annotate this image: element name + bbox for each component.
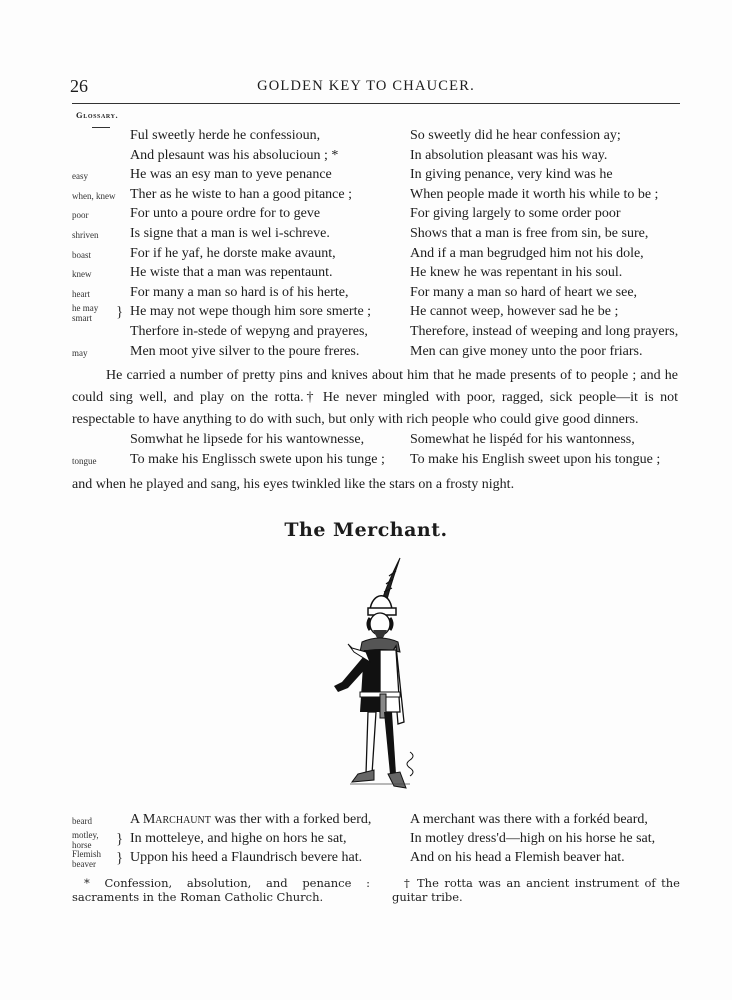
- glossary-note: easy: [72, 171, 88, 182]
- legs-and-shoes: [350, 712, 413, 788]
- glossary-note: heart: [72, 288, 90, 299]
- modern-translation: For many a man so hard of heart we see,: [410, 284, 638, 300]
- verse-line: [0, 146, 732, 166]
- brace-mark: }: [116, 304, 124, 321]
- original-verse: For unto a poure ordre for to geve: [130, 206, 321, 222]
- verse-line: [0, 263, 732, 283]
- glossary-note: knew: [72, 269, 92, 280]
- original-verse: Therfore in-stede of wepyng and prayeres,: [130, 324, 368, 339]
- modern-translation: Somewhat he lispéd for his wantonness,: [410, 432, 635, 447]
- verse-line: [0, 224, 732, 244]
- original-verse: He may not wepe though him sore smerte ;: [130, 304, 372, 320]
- original-verse: For if he yaf, he dorste make avaunt,: [130, 245, 336, 261]
- verse-line: [0, 342, 732, 362]
- glossary-note: may: [72, 347, 88, 358]
- footnote-left: * Confession, absolution, and penance : sacraments in the Roman Catholic Church.: [72, 876, 370, 904]
- original-verse: Men moot yive silver to the poure freres.: [130, 343, 360, 359]
- hat: [368, 596, 396, 615]
- header-rule: [72, 103, 680, 104]
- glossary-note: Flemish beaver: [72, 849, 102, 869]
- modern-translation: A merchant was there with a forkéd beard,: [410, 812, 648, 827]
- glossary-note: beard: [72, 816, 92, 826]
- original-verse: He wiste that a man was repentaunt.: [130, 265, 333, 281]
- original-verse: And plesaunt was his absolucioun ; *: [130, 147, 339, 163]
- verse-line: [0, 204, 732, 224]
- original-verse: In motteleye, and highe on hors he sat,: [130, 831, 347, 846]
- merchant-illustration: [300, 552, 430, 797]
- modern-translation: When people made it worth his while to be ;: [410, 186, 659, 202]
- modern-translation: In motley dress'd—high on his horse he sat,: [410, 831, 656, 846]
- brace-mark: }: [116, 831, 124, 847]
- verse-line: [0, 126, 732, 146]
- glossary-note: shriven: [72, 230, 99, 240]
- glossary-note: he may smart: [72, 303, 99, 324]
- glossary-note: poor: [72, 210, 89, 221]
- modern-translation: Shows that a man is free from sin, be sure,: [410, 226, 649, 241]
- verse-line: [0, 283, 732, 303]
- original-verse: He was an esy man to yeve penance: [130, 167, 332, 183]
- verse-line: [0, 430, 732, 450]
- prose-paragraph-1: He carried a number of pretty pins and knives about him that he made presents of to people ; and he could sing well, and play on the rotta.† He never mingled with poor, ragged, sick people—it is not respectable to have anything to do with such, but only with rich people who could give good dinners.: [72, 368, 678, 427]
- modern-translation: Therefore, instead of weeping and long prayers,: [410, 324, 679, 339]
- original-verse: Somwhat he lipsede for his wantownesse,: [130, 432, 365, 447]
- original-verse: Uppon his heed a Flaundrisch bevere hat.: [130, 850, 363, 865]
- running-title: GOLDEN KEY TO CHAUCER.: [257, 78, 475, 94]
- glossary-note: motley, horse: [72, 830, 99, 850]
- verse-line: [0, 302, 732, 322]
- glossary-note: when, knew: [72, 190, 116, 201]
- verse-line: [0, 322, 732, 342]
- modern-translation: In absolution pleasant was his way.: [410, 147, 608, 163]
- original-verse: To make his Englissch swete upon his tunge ;: [130, 452, 385, 467]
- modern-translation: For giving largely to some order poor: [410, 206, 621, 222]
- glossary-note: boast: [72, 249, 91, 260]
- modern-translation: So sweetly did he hear confession ay;: [410, 128, 621, 143]
- original-verse: Ful sweetly herde he confessioun,: [130, 128, 321, 143]
- glossary-note: tongue: [72, 456, 97, 466]
- glossary-heading: Glossary.: [76, 110, 119, 120]
- footnote-right: † The rotta was an ancient instrument of the guitar tribe.: [392, 876, 680, 904]
- modern-translation: He cannot weep, however sad he be ;: [410, 304, 619, 320]
- verse-line: [0, 450, 732, 470]
- verse-line: [0, 185, 732, 205]
- verse-line: [0, 810, 732, 830]
- verse-line: [0, 829, 732, 849]
- tunic: [360, 650, 400, 718]
- modern-translation: He knew he was repentant in his soul.: [410, 265, 623, 281]
- verse-line: [0, 848, 732, 868]
- modern-translation: Men can give money unto the poor friars.: [410, 343, 643, 359]
- brace-mark: }: [116, 850, 124, 866]
- original-verse: Is signe that a man is wel i-schreve.: [130, 226, 330, 241]
- original-verse: A Marchaunt was ther with a forked berd,: [130, 812, 372, 827]
- section-title: The Merchant.: [284, 519, 448, 541]
- modern-translation: And on his head a Flemish beaver hat.: [410, 850, 625, 865]
- modern-translation: To make his English sweet upon his tongue ;: [410, 452, 661, 467]
- original-verse: For many a man so hard is of his herte,: [130, 284, 349, 300]
- modern-translation: And if a man begrudged him not his dole,: [410, 245, 644, 261]
- prose-paragraph-2: and when he played and sang, his eyes twinkled like the stars on a frosty night.: [72, 477, 515, 492]
- verse-line: [0, 244, 732, 264]
- page-number: 26: [70, 76, 88, 96]
- original-verse: Ther as he wiste to han a good pitance ;: [130, 186, 352, 202]
- modern-translation: In giving penance, very kind was he: [410, 167, 613, 183]
- verse-line: [0, 165, 732, 185]
